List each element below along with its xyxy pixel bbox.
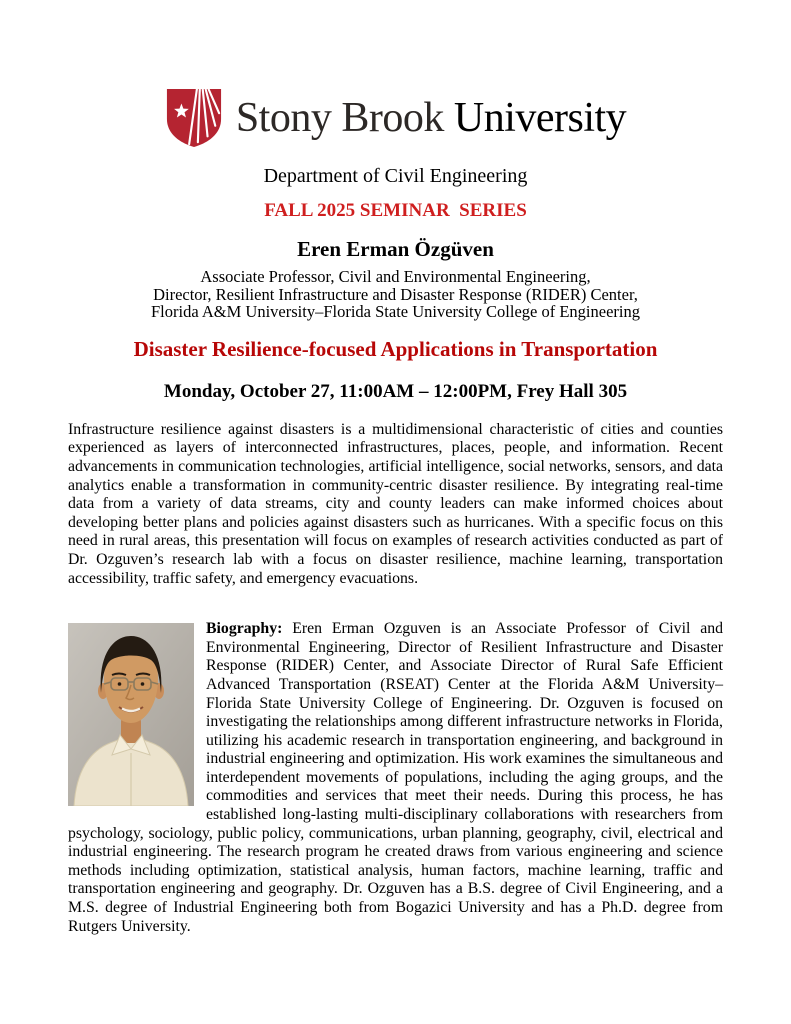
talk-title: Disaster Resilience-focused Applications in Transportation [133,336,658,361]
speaker-photo [68,623,194,806]
university-logo [68,86,723,150]
department-title: Department of Civil Engineering [263,165,528,187]
speaker-affiliation-line-1: Associate Professor, Civil and Environmental Engineering, [200,267,591,286]
wordmark-stony-brook: Stony Brook [235,95,444,141]
speaker-affiliation-line-3: Florida A&M University–Florida State University College of Engineering [151,302,640,322]
speaker-affiliations [68,268,723,321]
speaker-name: Eren Erman Özgüven [297,237,494,261]
university-shield-icon [165,87,223,149]
speaker-affiliation-line-2: Director, Resilient Infrastructure and Disaster Response (RIDER) Center, [153,284,638,304]
seminar-series-title: FALL 2025 SEMINAR SERIES [264,200,527,221]
university-wordmark [236,97,626,139]
wordmark-university: University [453,95,627,141]
biography-section [68,620,723,936]
talk-datetime-location: Monday, October 27, 11:00AM – 12:00PM, Frey Hall 305 [163,380,628,402]
biography-label: Biography: [206,620,283,638]
biography-text: Eren Erman Ozguven is an Associate Professor of Civil and Environmental Engineering, Director of Resilient Infrastructure and Disaster Response (RIDER) Center, and Associate Director of Rural Safe Efficient Advanced Transportation (RSEAT) Center at the Florida A&M University–Florida State University College of Engineering. Dr. Ozguven is focused on investigating the relationships among different infrastructure networks in Florida, utilizing his academic research in transportation engineering, and background in industrial engineering and optimization. His work examines the simultaneous and interdependent movements of populations, including the aging groups, and the commodities and services that meet their needs. During this process, he has established long-lasting multi-disciplinary collaborations with researchers from psychology, sociology, public policy, communications, urban planning, geography, civil, electrical and industrial engineering. The research program he created draws from various engineering and science methods including optimization, statistical analysis, human factors, machine learning, traffic and transportation engineering and geography. Dr. Ozguven has a B.S. degree of Civil Engineering, and a M.S. degree of Industrial Engineering both from Bogazici University and has a Ph.D. degree from Rutgers University. [68,620,723,935]
abstract-paragraph: Infrastructure resilience against disasters is a multidimensional characteristic of cities and counties experienced as layers of interconnected infrastructures, places, people, and information. Recent advancements in communication technologies, artificial intelligence, social networks, sensors, and data analytics enable a transformation in community-centric disaster resilience. By integrating real-time data from a variety of data streams, city and county leaders can make informed choices about developing better plans and policies against disasters such as hurricanes. With a specific focus on this need in rural areas, this presentation will focus on examples of research activities conducted as part of Dr. Ozguven’s research lab with a focus on disaster resilience, machine learning, transportation accessibility, traffic safety, and emergency evacuations. [68,420,723,587]
